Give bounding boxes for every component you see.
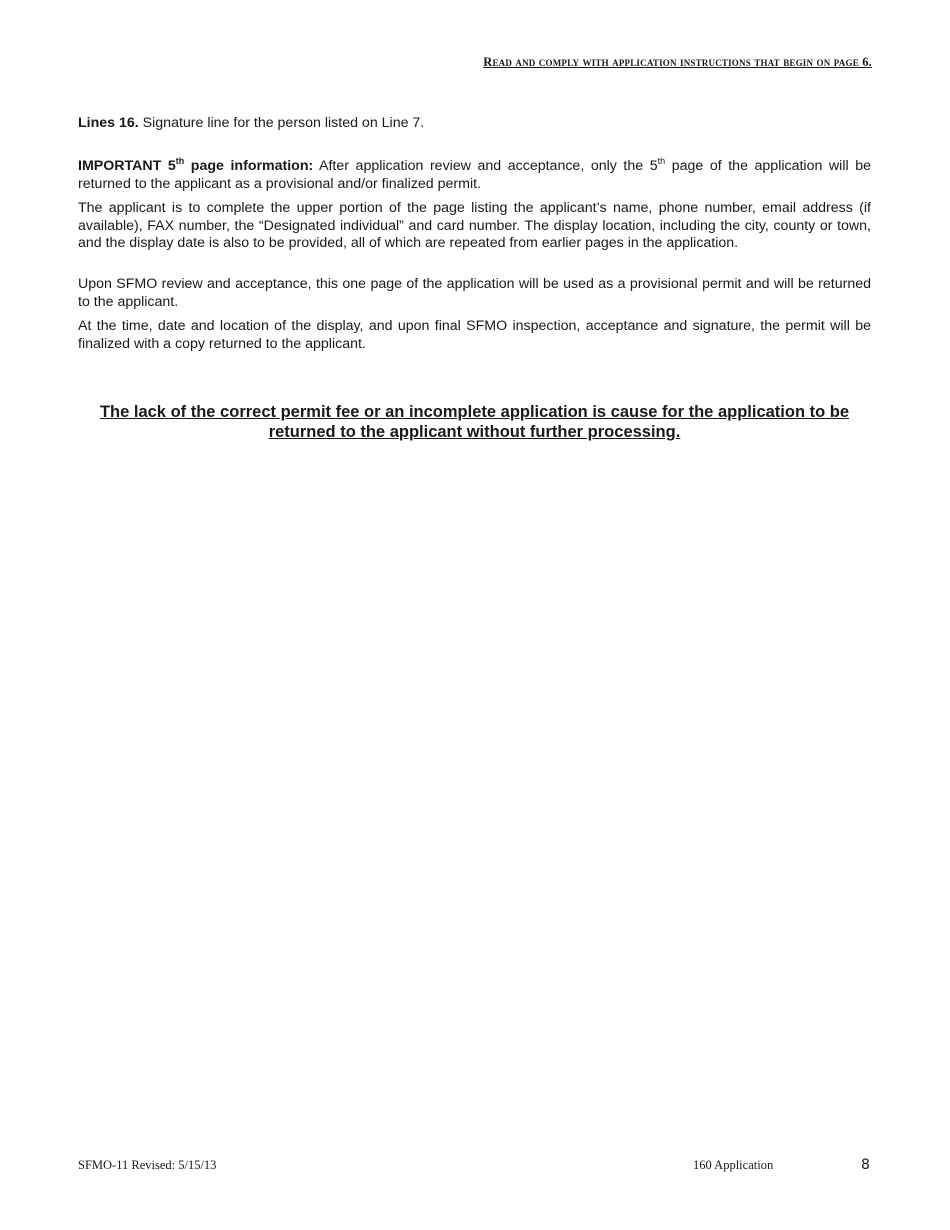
important-paragraph <box>78 158 871 193</box>
applicant-paragraph <box>78 200 871 253</box>
lines16-paragraph <box>78 115 871 133</box>
footer-form-revision: SFMO-11 Revised: 5/15/13 <box>78 1158 217 1172</box>
lines16-text: Signature line for the person listed on Line 7. <box>138 115 425 131</box>
upon-review-text: Upon SFMO review and acceptance, this one page of the application will be used as a provisional permit and will be returned to the applicant. <box>78 276 871 310</box>
at-time-paragraph <box>78 318 871 353</box>
header-instruction-note: Read and comply with application instructions that begin on page 6. <box>483 55 872 69</box>
applicant-text: The applicant is to complete the upper portion of the page listing the applicant’s name, phone number, email address (if available), FAX number, the “Designated individual” and card number. The display location, including the city, county or town, and the display date is also to be provided, all of which are repeated from earlier pages in the application. <box>78 200 871 251</box>
important-label-suffix: page information: <box>184 158 314 174</box>
important-text-suffix: page of the application will be returned to the applicant as a provisional and/or finalized permit. <box>78 158 871 192</box>
footer-page-number: 8 <box>861 1157 870 1173</box>
important-label-prefix: IMPORTANT 5 <box>78 158 176 174</box>
at-time-text: At the time, date and location of the display, and upon final SFMO inspection, acceptance and signature, the permit will be finalized with a copy returned to the applicant. <box>78 318 871 352</box>
important-label <box>78 158 313 174</box>
important-text-sup: th <box>657 156 666 166</box>
important-text-prefix: After application review and acceptance, only the 5 <box>313 158 658 174</box>
incomplete-application-warning: The lack of the correct permit fee or an incomplete application is cause for the application to be returned to the applicant without further processing. <box>99 403 850 441</box>
important-label-sup: th <box>175 156 185 166</box>
upon-review-paragraph <box>78 276 871 311</box>
footer-form-name: 160 Application <box>693 1158 774 1172</box>
lines16-label: Lines 16. <box>78 115 139 131</box>
